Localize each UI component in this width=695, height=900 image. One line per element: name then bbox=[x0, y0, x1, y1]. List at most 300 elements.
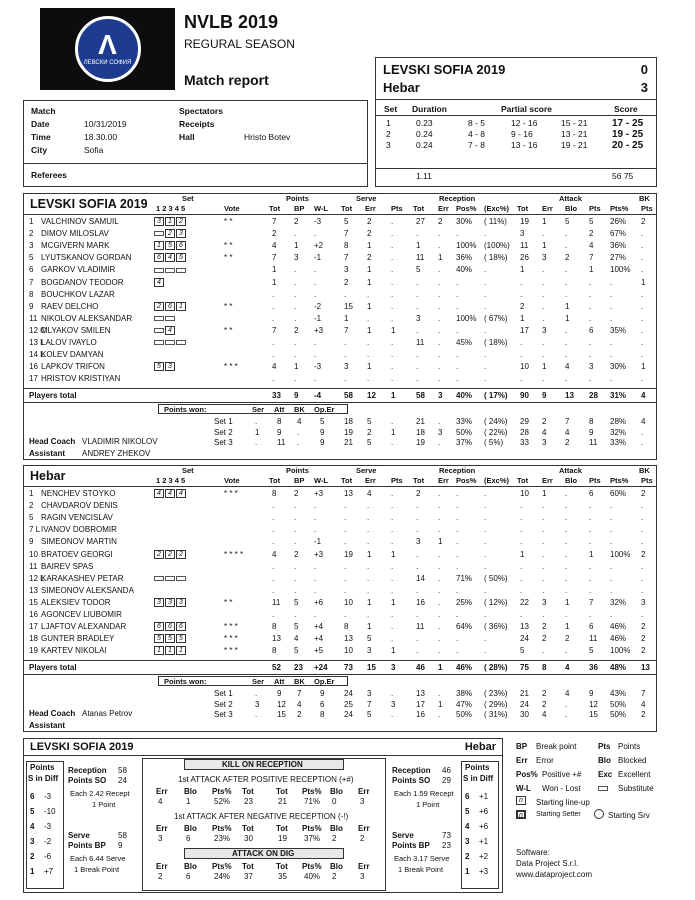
player-wl: -3 bbox=[314, 362, 322, 372]
player-row[interactable] bbox=[24, 349, 656, 361]
total-sp: 3 bbox=[391, 663, 396, 672]
player-pt: . bbox=[272, 289, 275, 299]
player-name: BRATOEV GEORGI bbox=[41, 549, 113, 559]
set-att: 9 bbox=[277, 689, 282, 698]
player-row[interactable] bbox=[24, 252, 656, 264]
logo-emblem: Λ ЛЕВСКИ СОФИЯ bbox=[75, 16, 141, 82]
player-st: 10 bbox=[344, 646, 353, 656]
season-subtitle: REGURAL SEASON bbox=[184, 37, 295, 51]
player-sp: . bbox=[391, 313, 394, 323]
player-name: KARAKASHEV PETAR bbox=[41, 573, 124, 583]
player-ab: . bbox=[565, 289, 568, 299]
player-vote: * * * bbox=[224, 362, 238, 372]
player-set-boxes bbox=[154, 338, 187, 347]
player-re: . bbox=[438, 597, 441, 607]
match-info bbox=[23, 100, 368, 187]
spectators-label: Spectators bbox=[179, 106, 223, 116]
player-bk: . bbox=[641, 374, 644, 384]
rotation-diff: +2 bbox=[479, 852, 489, 861]
set-number: 1 bbox=[386, 118, 391, 128]
player-row[interactable] bbox=[24, 337, 656, 349]
col-bk: BK bbox=[639, 194, 650, 203]
player-vote: * * bbox=[224, 253, 233, 263]
player-bp: . bbox=[294, 265, 297, 275]
set-at: 21 bbox=[520, 689, 529, 698]
player-row[interactable] bbox=[24, 488, 656, 500]
player-rt: 1 bbox=[416, 241, 421, 251]
player-rpos: . bbox=[456, 634, 459, 644]
player-row[interactable] bbox=[24, 549, 656, 561]
total-ap: 28 bbox=[589, 391, 598, 400]
player-ap: . bbox=[589, 313, 592, 323]
set-duration: 0.24 bbox=[416, 140, 433, 150]
player-sp: . bbox=[391, 253, 394, 263]
set-re: . bbox=[438, 689, 441, 698]
each1-text: Each 2.42 Recept bbox=[70, 789, 130, 798]
set-at: 33 bbox=[520, 438, 529, 447]
player-bp: . bbox=[294, 501, 297, 511]
neg-value: 37% bbox=[304, 834, 321, 843]
legend-sub-text: Substitute bbox=[618, 784, 654, 793]
set-duration: 0.23 bbox=[416, 118, 433, 128]
neg-value: 2 bbox=[360, 834, 365, 843]
player-at: . bbox=[520, 585, 523, 595]
player-row[interactable] bbox=[24, 289, 656, 301]
kill-col-head: Err bbox=[156, 787, 168, 796]
player-se: . bbox=[367, 561, 370, 571]
player-ae: . bbox=[542, 277, 545, 287]
col-pos: Pos% bbox=[456, 204, 477, 213]
player-at: 19 bbox=[520, 217, 529, 226]
rotation-number: 2 bbox=[30, 852, 35, 861]
player-st: 7 bbox=[344, 253, 349, 263]
player-ae: 1 bbox=[542, 217, 547, 226]
player-rexc: . bbox=[484, 537, 487, 547]
player-wl: . bbox=[314, 338, 317, 347]
player-number: 18 bbox=[29, 634, 38, 644]
player-se: 1 bbox=[367, 597, 372, 607]
player-ae: 2 bbox=[542, 634, 547, 644]
player-ap: . bbox=[589, 561, 592, 571]
player-ae: 3 bbox=[542, 253, 547, 263]
player-number: 19 bbox=[29, 646, 38, 656]
total-pt: 33 bbox=[272, 391, 281, 400]
player-ae: 3 bbox=[542, 597, 547, 607]
player-ap: . bbox=[589, 501, 592, 511]
player-ab: 4 bbox=[565, 362, 570, 372]
col-serve: Serve bbox=[356, 466, 377, 475]
set-ser: . bbox=[255, 710, 258, 719]
col-pts: Pts bbox=[391, 204, 403, 213]
set-ae: 2 bbox=[542, 699, 547, 709]
player-st: . bbox=[344, 561, 347, 571]
player-ap: . bbox=[589, 610, 592, 619]
player-name: MLYAKOV SMILEN bbox=[41, 325, 111, 335]
player-set-boxes bbox=[154, 598, 187, 607]
player-row[interactable] bbox=[24, 313, 656, 325]
player-app: . bbox=[610, 313, 613, 323]
player-row[interactable] bbox=[24, 536, 656, 548]
player-rt: 3 bbox=[416, 537, 421, 547]
kill-col-head: Blo bbox=[330, 824, 343, 833]
total-rpos: 46% bbox=[456, 663, 473, 672]
player-row[interactable] bbox=[24, 500, 656, 512]
player-row[interactable] bbox=[24, 512, 656, 524]
set-ae: 3 bbox=[542, 438, 547, 447]
substitute-marker bbox=[176, 268, 186, 273]
player-sp: . bbox=[391, 561, 394, 571]
set-re: . bbox=[438, 710, 441, 719]
set-op: 6 bbox=[320, 699, 325, 709]
player-at: 1 bbox=[520, 549, 525, 559]
player-ae: . bbox=[542, 585, 545, 595]
player-app: . bbox=[610, 573, 613, 583]
dig-value: 2 bbox=[332, 872, 337, 881]
player-bp: 2 bbox=[294, 549, 299, 559]
player-sp: . bbox=[391, 610, 394, 619]
set-att: 12 bbox=[277, 699, 286, 709]
player-bp: . bbox=[294, 289, 297, 299]
player-row[interactable] bbox=[24, 524, 656, 536]
set-number: 3 bbox=[386, 140, 391, 150]
col-tot: Tot bbox=[341, 476, 353, 485]
player-app: 100% bbox=[610, 549, 631, 559]
player-ae: . bbox=[542, 501, 545, 511]
set-rpos: 33% bbox=[456, 417, 473, 426]
player-row[interactable] bbox=[24, 325, 656, 337]
set-att: 15 bbox=[277, 710, 286, 719]
player-ap: 6 bbox=[589, 325, 594, 335]
dig-value: 35 bbox=[278, 872, 287, 881]
total-bk: 13 bbox=[641, 663, 650, 672]
player-sp: 1 bbox=[391, 549, 396, 559]
player-rexc: . bbox=[484, 610, 487, 619]
substitute-icon bbox=[598, 786, 608, 791]
player-at: 1 bbox=[520, 265, 525, 275]
total-ap: 36 bbox=[589, 663, 598, 672]
player-rexc: ( 18%) bbox=[484, 338, 508, 347]
player-se: 1 bbox=[367, 622, 372, 632]
rotation-number: 3 bbox=[465, 837, 470, 846]
assistant-label: Assistant bbox=[29, 721, 66, 730]
set-op: 5 bbox=[320, 417, 325, 426]
set-st: 18 bbox=[344, 417, 353, 426]
player-ap: 5 bbox=[589, 217, 594, 226]
player-pt: . bbox=[272, 537, 275, 547]
player-app: . bbox=[610, 277, 613, 287]
player-number: 6 bbox=[29, 265, 34, 275]
substitute-marker bbox=[165, 316, 175, 321]
bp1-text: 1 Point bbox=[92, 800, 116, 809]
dig-value: 40% bbox=[304, 872, 321, 881]
starting-position-box: 5 bbox=[154, 634, 164, 643]
pbp-label: Points BP bbox=[68, 841, 106, 850]
player-rpos: . bbox=[456, 289, 459, 299]
player-bk: 2 bbox=[641, 646, 646, 656]
player-ab: . bbox=[565, 561, 568, 571]
player-row[interactable] bbox=[24, 277, 656, 289]
kill-col-head: Err bbox=[358, 824, 370, 833]
player-set-boxes bbox=[154, 489, 187, 498]
player-at: . bbox=[520, 513, 523, 523]
player-name: KOLEV DAMYAN bbox=[41, 350, 104, 360]
player-re: . bbox=[438, 313, 441, 323]
player-row[interactable] bbox=[24, 264, 656, 276]
player-rt: . bbox=[416, 362, 419, 372]
col-set: Set bbox=[182, 194, 194, 203]
col-bk: BK bbox=[639, 466, 650, 475]
set-sp: . bbox=[391, 438, 394, 447]
player-name: GARKOV VLADIMIR bbox=[41, 265, 116, 275]
rotation-diff: +7 bbox=[44, 867, 54, 876]
player-vote: * * bbox=[224, 325, 233, 335]
set-partial-1: 8 - 5 bbox=[468, 118, 486, 128]
player-bp: . bbox=[294, 513, 297, 523]
player-row[interactable] bbox=[24, 633, 656, 645]
player-re: . bbox=[438, 301, 441, 311]
city-value: Sofia bbox=[84, 145, 104, 155]
player-se: 2 bbox=[367, 217, 372, 226]
player-pt: . bbox=[272, 610, 275, 619]
player-bk: . bbox=[641, 325, 644, 335]
pos-value: 1 bbox=[186, 797, 191, 806]
player-name: BAIREV SPAS bbox=[41, 561, 94, 571]
rotation-points-label: Points bbox=[465, 763, 490, 772]
total-app: 48% bbox=[610, 663, 627, 672]
player-sp: . bbox=[391, 501, 394, 511]
set-ae: 4 bbox=[542, 427, 547, 437]
set-label: Set 3 bbox=[214, 438, 233, 447]
set-at: 30 bbox=[520, 710, 529, 719]
substitute-marker bbox=[154, 268, 164, 273]
pos-value: 21 bbox=[278, 797, 287, 806]
player-vote: * * * bbox=[224, 622, 238, 632]
set-rpos: 47% bbox=[456, 699, 473, 709]
player-rt: . bbox=[416, 610, 419, 619]
legend-blo: Blo bbox=[598, 756, 611, 765]
player-rt: . bbox=[416, 277, 419, 287]
player-re: . bbox=[438, 501, 441, 511]
col-pts: Pts bbox=[641, 204, 653, 213]
player-number: 7 L bbox=[29, 525, 41, 535]
player-name: LALOV IVAYLO bbox=[41, 338, 97, 347]
set-op: 9 bbox=[320, 438, 325, 447]
player-st: 3 bbox=[344, 362, 349, 372]
rotation-diff: -3 bbox=[44, 822, 52, 831]
set-rt: 21 bbox=[416, 417, 425, 426]
set-att: 11 bbox=[277, 438, 286, 447]
points-won-label: Points won: bbox=[164, 405, 207, 414]
legend-wl: W-L bbox=[516, 784, 531, 793]
starting-position-box: 3 bbox=[165, 362, 175, 371]
legend-pos-text: Positive +# bbox=[542, 770, 582, 779]
col-exc: (Exc%) bbox=[484, 204, 510, 213]
set-at: 28 bbox=[520, 427, 529, 437]
player-wl: +5 bbox=[314, 646, 324, 656]
player-ap: . bbox=[589, 585, 592, 595]
player-pt: . bbox=[272, 513, 275, 523]
summary-team1: LEVSKI SOFIA 2019 bbox=[30, 741, 134, 753]
kill-col-head: Pts% bbox=[302, 787, 322, 796]
sb-h-score: Score bbox=[614, 104, 638, 114]
player-st: . bbox=[344, 289, 347, 299]
substitute-marker bbox=[165, 268, 175, 273]
set-att: 9 bbox=[277, 427, 282, 437]
player-wl: . bbox=[314, 229, 317, 239]
starting-position-box: 4 bbox=[165, 489, 175, 498]
set-ab: 4 bbox=[565, 689, 570, 698]
each2-text: Each 3.17 Serve bbox=[394, 854, 450, 863]
player-set-boxes bbox=[154, 574, 187, 583]
player-re: 1 bbox=[438, 537, 443, 547]
set-st: 25 bbox=[344, 699, 353, 709]
scoreboard-team2: Hebar bbox=[383, 80, 420, 95]
set-sp: . bbox=[391, 689, 394, 698]
player-set-boxes bbox=[154, 265, 187, 274]
player-row[interactable] bbox=[24, 585, 656, 597]
player-row[interactable] bbox=[24, 597, 656, 609]
col-pts: Pts bbox=[641, 476, 653, 485]
set-partial-2: 12 - 16 bbox=[511, 118, 538, 128]
set-app: 43% bbox=[610, 689, 627, 698]
player-sp: . bbox=[391, 585, 394, 595]
player-row[interactable] bbox=[24, 361, 656, 373]
player-row[interactable] bbox=[24, 609, 656, 621]
rec-label: Reception bbox=[392, 766, 431, 775]
kill-col-head: Tot bbox=[242, 824, 254, 833]
player-row[interactable] bbox=[24, 621, 656, 633]
player-rexc: . bbox=[484, 229, 487, 239]
player-pt: 7 bbox=[272, 253, 277, 263]
set-bk-pts: 7 bbox=[641, 689, 646, 698]
player-rt: 5 bbox=[416, 265, 421, 275]
set-rexc: ( 22%) bbox=[484, 427, 508, 437]
player-number: 11 bbox=[29, 561, 38, 571]
player-bk: . bbox=[641, 573, 644, 583]
rotation-number: 1 bbox=[465, 867, 470, 876]
points-won-col: Op.Er bbox=[314, 677, 335, 686]
col-pts: Pts bbox=[391, 476, 403, 485]
player-rt: . bbox=[416, 501, 419, 511]
player-pt: 7 bbox=[272, 325, 277, 335]
player-sp: . bbox=[391, 241, 394, 251]
date-label: Date bbox=[31, 119, 50, 129]
player-st: . bbox=[344, 610, 347, 619]
player-sp: 1 bbox=[391, 597, 396, 607]
player-at: . bbox=[520, 537, 523, 547]
rotation-number: 1 bbox=[30, 867, 35, 876]
starting-position-box: 4 bbox=[176, 489, 186, 498]
neg-value: 2 bbox=[332, 834, 337, 843]
set-ab: 2 bbox=[565, 438, 570, 447]
rotation-diff: -3 bbox=[44, 792, 52, 801]
player-rexc: . bbox=[484, 634, 487, 644]
player-app: . bbox=[610, 374, 613, 384]
serve-value: 58 bbox=[118, 831, 127, 840]
player-name: SIMEONOV MARTIN bbox=[41, 537, 117, 547]
player-row[interactable] bbox=[24, 216, 656, 228]
player-ap: 6 bbox=[589, 489, 594, 498]
set-rpos: 38% bbox=[456, 689, 473, 698]
player-name: AGONCEV LIUBOMIR bbox=[41, 610, 122, 619]
dig-value: 6 bbox=[186, 872, 191, 881]
player-number: 7 bbox=[29, 277, 34, 287]
player-rt: 11 bbox=[416, 622, 425, 632]
player-app: . bbox=[610, 537, 613, 547]
player-se: . bbox=[367, 374, 370, 384]
col-attack: Attack bbox=[559, 466, 582, 475]
player-at: 10 bbox=[520, 362, 529, 372]
kill-col-head: Pts% bbox=[302, 862, 322, 871]
player-row[interactable] bbox=[24, 645, 656, 657]
time-value: 18.30.00 bbox=[84, 132, 118, 142]
legend-srv-text: Starting Srv bbox=[608, 811, 650, 820]
player-se: 5 bbox=[367, 634, 372, 644]
rotation-number: 6 bbox=[30, 792, 35, 801]
player-at: 2 bbox=[520, 301, 525, 311]
player-pt: 8 bbox=[272, 622, 277, 632]
player-name: NIKOLOV ALEKSANDAR bbox=[41, 313, 133, 323]
kill-col-head: Blo bbox=[330, 862, 343, 871]
player-app: . bbox=[610, 289, 613, 299]
player-at: . bbox=[520, 289, 523, 299]
player-at: 1 bbox=[520, 313, 525, 323]
player-set-boxes bbox=[154, 314, 176, 323]
total-st: 73 bbox=[344, 663, 353, 672]
player-wl: . bbox=[314, 561, 317, 571]
total-wl: +24 bbox=[314, 663, 328, 672]
player-st: . bbox=[344, 350, 347, 360]
set-app: 32% bbox=[610, 427, 627, 437]
set-bk-pts: 4 bbox=[641, 699, 646, 709]
player-row[interactable] bbox=[24, 301, 656, 313]
player-ab: . bbox=[565, 525, 568, 535]
kill-col-head: Tot bbox=[242, 862, 254, 871]
points-won-col: BK bbox=[294, 677, 305, 686]
player-rt: . bbox=[416, 374, 419, 384]
player-row[interactable] bbox=[24, 561, 656, 573]
player-number: 3 bbox=[29, 241, 34, 251]
player-bp: 1 bbox=[294, 362, 299, 372]
scoreboard-team1: LEVSKI SOFIA 2019 bbox=[383, 62, 506, 77]
player-row[interactable] bbox=[24, 573, 656, 585]
player-rt: . bbox=[416, 561, 419, 571]
player-re: . bbox=[438, 561, 441, 571]
player-se: 1 bbox=[367, 277, 372, 287]
set-se: 7 bbox=[367, 699, 372, 709]
player-wl: +3 bbox=[314, 489, 324, 498]
player-pt: 4 bbox=[272, 549, 277, 559]
set-label: Set 2 bbox=[214, 427, 233, 437]
player-se: 4 bbox=[367, 489, 372, 498]
total-rexc: ( 28%) bbox=[484, 663, 508, 672]
player-app: 100% bbox=[610, 265, 631, 275]
player-row[interactable] bbox=[24, 240, 656, 252]
set-ae: 2 bbox=[542, 417, 547, 426]
totals-label: Players total bbox=[29, 391, 77, 400]
set-se: 3 bbox=[367, 689, 372, 698]
player-row[interactable] bbox=[24, 228, 656, 240]
player-row[interactable] bbox=[24, 373, 656, 385]
player-at: 10 bbox=[520, 489, 529, 498]
player-bp: 2 bbox=[294, 325, 299, 335]
set-ser: . bbox=[255, 689, 258, 698]
player-re: . bbox=[438, 374, 441, 384]
kill-col-head: Err bbox=[358, 787, 370, 796]
total-ab: 13 bbox=[565, 391, 574, 400]
rotation-number: 6 bbox=[465, 792, 470, 801]
player-name: GUNTER BRADLEY bbox=[41, 634, 115, 644]
